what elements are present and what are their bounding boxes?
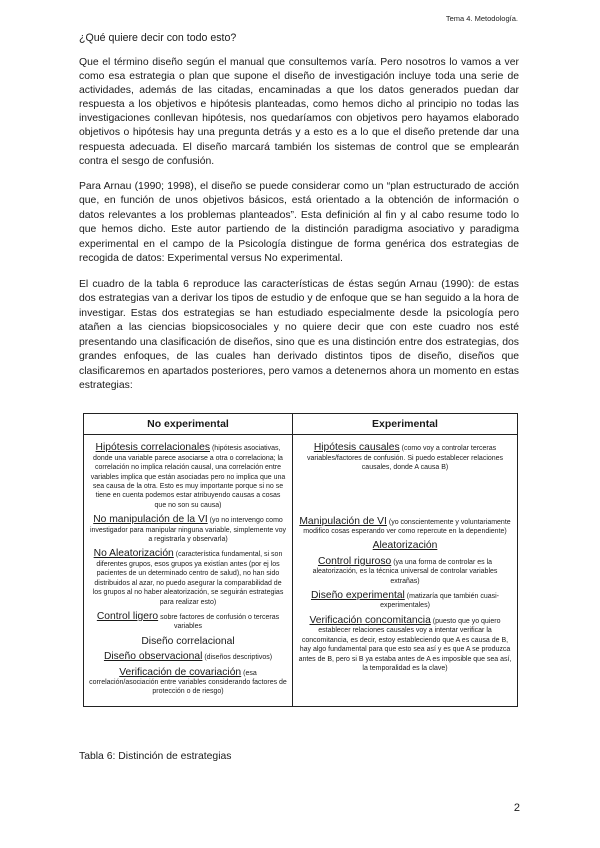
header-experimental: Experimental bbox=[293, 414, 518, 435]
experimental-column bbox=[293, 435, 518, 706]
paragraph-1: Que el término diseño según el manual que consultemos varía. Pero nosotros lo vamos a ver como esa estrategia o plan que supone el diseño de investigación incluye toda una serie de actividades, además de las citadas, encaminadas a que los datos generados puedan dar respuesta a los objetivos e hipótesis planteadas, como hemos dicho al principio no todas las investigaciones conllevan hipótesis, nos quedaríamos con objetivos pero hayamos elaborado objetivos o hipótesis hay una pregunta detrás y a esto es a lo que el diseño pretende dar una respuesta adecuada. El diseño marcará también los sistemas de control que se emplearán contra el sesgo de confusión. bbox=[79, 57, 519, 167]
header-no-experimental: No experimental bbox=[84, 414, 293, 435]
entry-diseno-correlacional: Diseño correlacional bbox=[141, 635, 235, 647]
entry-hipotesis-causales: Hipótesis causales (como voy a controlar terceras variables/factores de confusión. Si puedo establecer relaciones causales, donde A causa B) bbox=[306, 442, 504, 472]
table-caption: Tabla 6: Distinción de estrategias bbox=[79, 751, 232, 762]
no-experimental-column bbox=[84, 435, 293, 706]
entry-no-manipulacion: No manipulación de la VI (yo no intervengo como investigador para manipular ninguna variable, simplemente voy a registrarla y observarla) bbox=[89, 514, 287, 544]
entry-verificacion-covariacion: Verificación de covariación (esa correlación/asociación entre variables considerando factores de protección o de riesgo) bbox=[89, 666, 287, 696]
strategies-table bbox=[83, 413, 518, 707]
paragraph-3: El cuadro de la tabla 6 reproduce las características de éstas según Arnau (1990): de estas dos estrategias van a derivar los tipos de estudio y de enfoque que se han seguido a la hora de investigar. Estas dos estrategias se han estudiado especialmente desde la psicología pero atañen a las ciencias biopsicosociales y no quiere decir que con este cuadro nos esté presentando una clasificación de diseños, sino que es una distinción entre dos estrategias, dos grandes enfoques, de las cuales han derivado distintos tipos de diseño, diseños que clasificaremos en apartados posteriores, pero vamos a detenernos ahora un momento en estas estrategias: bbox=[79, 278, 519, 392]
section-question: ¿Qué quiere decir con todo esto? bbox=[79, 32, 237, 44]
entry-manipulacion-vi: Manipulación de VI (yo conscientemente y voluntariamente modifico cosas esperando ver como repercute en la dependiente) bbox=[299, 515, 511, 536]
running-header: Tema 4. Metodología. bbox=[445, 14, 518, 23]
entry-hipotesis-correlacionales: Hipótesis correlacionales (hipótesis asociativas, donde una variable parece asociarse a otra o correlaciona; la correlación no implica relación causal, una correlación entre variables implica que están asociadas pero no implica que una sea causa de la otra. Esto es muy importante porque si no se tiene en cuenta podemos estar atribuyendo causas a cosas que no son su causa) bbox=[90, 442, 286, 509]
entry-aleatorizacion: Aleatorización bbox=[372, 540, 438, 552]
entry-verificacion-concomitancia: Verificación concomitancia (puesto que yo quiero establecer relaciones causales voy a intentar verificar la concomitancia, es decir, estoy estableciendo que A es causa de B, hay algo fundamental para que esto sea así y es que A se produzca antes de B, pero si B ya estaba antes de A es imposible que sea así, la temporalidad es la clave) bbox=[298, 614, 512, 672]
entry-no-aleatorizacion: No Aleatorización (característica fundamental, si son diferentes grupos, esos grupos ya existían antes (por ej los pacientes de un determinado centro de salud), no han sido distribuidos al azar, no puedo asegurar la comparabilidad de los grupos al no haber aleatorización, se seguirán estrategias para realizar esto) bbox=[92, 548, 284, 606]
entry-control-ligero: Control ligero sobre factores de confusión o terceras variables bbox=[96, 610, 280, 631]
entry-diseno-observacional: Diseño observacional (diseños descriptivos) bbox=[103, 651, 273, 663]
entry-control-riguroso: Control riguroso (ya una forma de controlar es la aleatorización, es la técnica universal de controlar variables extrañas) bbox=[312, 555, 498, 585]
page-number: 2 bbox=[513, 802, 520, 814]
document-body bbox=[79, 31, 519, 405]
entry-diseno-experimental: Diseño experimental (matizaría que también cuasi-experimentales) bbox=[310, 590, 500, 610]
paragraph-2: Para Arnau (1990; 1998), el diseño se puede considerar como un “plan estructurado de acción que, en función de unos objetivos básicos, está orientado a la obtención de información o datos relevantes a los problemas planteados”. Esta definición al fin y al cabo resume todo lo que hemos dicho. Este autor partiendo de la distinción paradigma asociativo y paradigma experimental en el campo de la Psicología distingue de forma genérica dos estrategias de recogida de datos: Experimental versus No experimental. bbox=[79, 180, 519, 265]
